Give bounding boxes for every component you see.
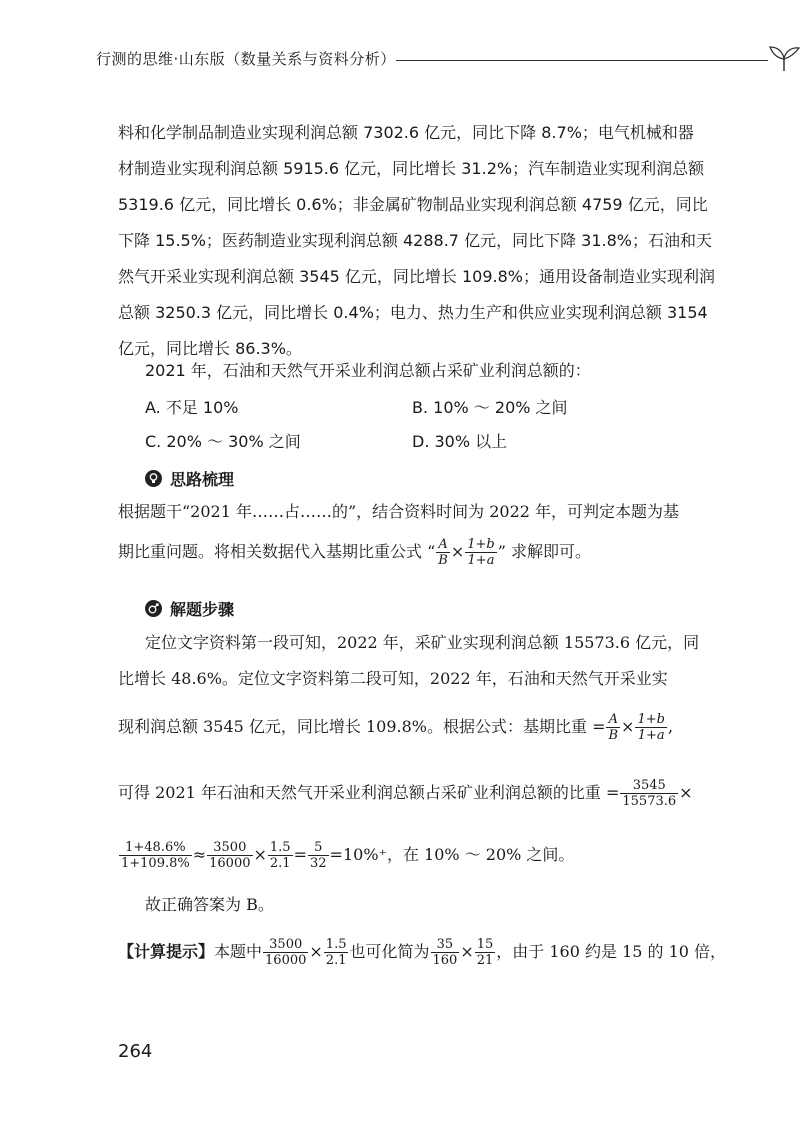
fraction-denominator: 21 — [476, 953, 494, 968]
passage-line: 5319.6 亿元，同比增长 0.6%；非金属矿物制品业实现利润总额 4759 亿元，同比 — [118, 195, 708, 214]
formula-fraction-ab — [436, 537, 450, 568]
question-stem: 2021 年，石油和天然气开采业利润总额占采矿业利润总额的： — [145, 361, 591, 380]
fraction-denominator: 160 — [432, 953, 458, 968]
solution-line-1: 定位文字资料第一段可知，2022 年，采矿业实现利润总额 15573.6 亿元，同 — [145, 633, 700, 652]
option-d: D. 30% 以上 — [412, 432, 508, 451]
fraction-denominator: B — [608, 728, 619, 743]
passage — [118, 115, 718, 367]
solution-line-4-text: 可得 2021 年石油和天然气开采业利润总额占采矿业利润总额的比重 = — [118, 783, 620, 802]
fraction-numerator: 5 — [308, 840, 329, 856]
header-rule — [396, 60, 768, 61]
times-sign: × — [621, 717, 635, 736]
fraction-35-160 — [431, 937, 460, 968]
option-c: C. 20% ～ 30% 之间 — [145, 432, 301, 451]
fraction-denominator: 32 — [310, 856, 327, 871]
calc-tip — [118, 937, 726, 968]
fraction-15-21 — [475, 937, 496, 968]
fraction-denominator: 2.1 — [325, 953, 347, 968]
fraction-numerator: 1.5 — [269, 840, 291, 855]
fraction-3500-16000 — [207, 840, 252, 871]
fraction-numerator: 15 — [476, 937, 494, 952]
solution-line-5 — [118, 840, 574, 871]
passage-line: 料和化学制品制造业实现利润总额 7302.6 亿元，同比下降 8.7%；电气机械和器 — [118, 123, 694, 142]
passage-line: 亿元，同比增长 86.3%。 — [118, 339, 302, 358]
steps-icon — [145, 600, 162, 617]
times-sign: × — [450, 542, 465, 561]
comma: , — [667, 717, 674, 736]
fraction-3545-15573 — [620, 778, 678, 809]
thinking-line-1: 根据题干“2021 年……占……的”，结合资料时间为 2022 年，可判定本题为基 — [118, 502, 680, 521]
passage-line: 总额 3250.3 亿元，同比增长 0.4%；电力、热力生产和供应业实现利润总额 3154 — [118, 303, 708, 322]
formula-fraction-ab — [606, 712, 620, 743]
times-sign: × — [253, 845, 267, 864]
equals-sign: = — [293, 845, 307, 864]
solution-heading-text: 解题步骤 — [170, 600, 235, 619]
fraction-denominator: 1+109.8% — [121, 856, 190, 871]
calc-tip-end: ，由于 160 约是 15 的 10 倍， — [496, 942, 727, 961]
thinking-line-2-end: ” 求解即可。 — [497, 542, 592, 561]
fraction-numerator: A — [606, 712, 620, 728]
fraction-denominator: 2.1 — [269, 856, 291, 871]
formula-fraction-ba — [465, 537, 497, 568]
calc-tip-label: 【计算提示】 — [118, 942, 215, 961]
solution-heading — [145, 597, 234, 620]
times-sign: × — [460, 942, 474, 961]
fraction-5-32 — [308, 840, 329, 871]
fraction-numerator: 1+48.6% — [119, 840, 192, 856]
formula-fraction-ba — [635, 712, 667, 743]
calc-tip-mid: 也可化简为 — [349, 942, 430, 961]
fraction-numerator: 3500 — [263, 937, 308, 953]
thinking-line-2-text: 期比重问题。将相关数据代入基期比重公式 “ — [118, 542, 436, 561]
thinking-heading — [145, 467, 234, 490]
solution-line-5-text: =10%⁺，在 10% ～ 20% 之间。 — [329, 845, 575, 864]
fraction-denominator: 1+a — [467, 553, 495, 568]
thinking-line-2 — [118, 537, 591, 568]
calc-tip-text: 本题中 — [214, 942, 263, 961]
passage-line: 然气开采业实现利润总额 3545 亿元，同比增长 109.8%；通用设备制造业实现利润 — [118, 267, 715, 286]
header-title: 行测的思维·山东版（数量关系与资料分析） — [96, 50, 396, 68]
thinking-heading-text: 思路梳理 — [170, 470, 235, 489]
fraction-numerator: 35 — [431, 937, 460, 953]
fraction-denominator: 16000 — [265, 953, 307, 968]
fraction-numerator: 3500 — [207, 840, 252, 856]
times-sign: × — [679, 783, 693, 802]
fraction-denominator: B — [438, 553, 448, 568]
fraction-numerator: 1+b — [467, 537, 495, 552]
solution-line-4 — [118, 778, 693, 809]
page-number: 264 — [118, 1041, 153, 1062]
passage-line: 材制造业实现利润总额 5915.6 亿元，同比增长 31.2%；汽车制造业实现利润总额 — [118, 159, 705, 178]
fraction-1.5-2.1 — [324, 937, 349, 968]
fraction-1.5-2.1 — [268, 840, 293, 871]
option-a: A. 不足 10% — [145, 398, 239, 417]
solution-line-3 — [118, 712, 673, 743]
approx-sign: ≈ — [192, 845, 207, 864]
fraction-numerator: 1+b — [637, 712, 665, 727]
fraction-denominator: 1+a — [637, 728, 665, 743]
fraction-denominator: 15573.6 — [622, 794, 677, 809]
solution-line-2: 比增长 48.6%。定位文字资料第二段可知，2022 年，石油和天然气开采业实 — [118, 669, 668, 688]
fraction-numerator: 1.5 — [325, 937, 347, 952]
fraction-3500-16000 — [263, 937, 308, 968]
times-sign: × — [309, 942, 323, 961]
running-header — [96, 44, 716, 74]
fraction-denominator: 16000 — [209, 856, 251, 871]
option-b: B. 10% ～ 20% 之间 — [412, 398, 568, 417]
sprout-icon — [764, 44, 800, 72]
fraction-numerator: A — [436, 537, 450, 553]
fraction-numerator: 3545 — [620, 778, 678, 794]
passage-line: 下降 15.5%；医药制造业实现利润总额 4288.7 亿元，同比下降 31.8%；石油和天 — [118, 231, 712, 250]
solution-line-3-text: 现利润总额 3545 亿元，同比增长 109.8%。根据公式：基期比重 = — [118, 717, 606, 736]
lightbulb-icon — [145, 470, 162, 487]
fraction-growth — [119, 840, 192, 871]
solution-answer: 故正确答案为 B。 — [145, 895, 274, 914]
